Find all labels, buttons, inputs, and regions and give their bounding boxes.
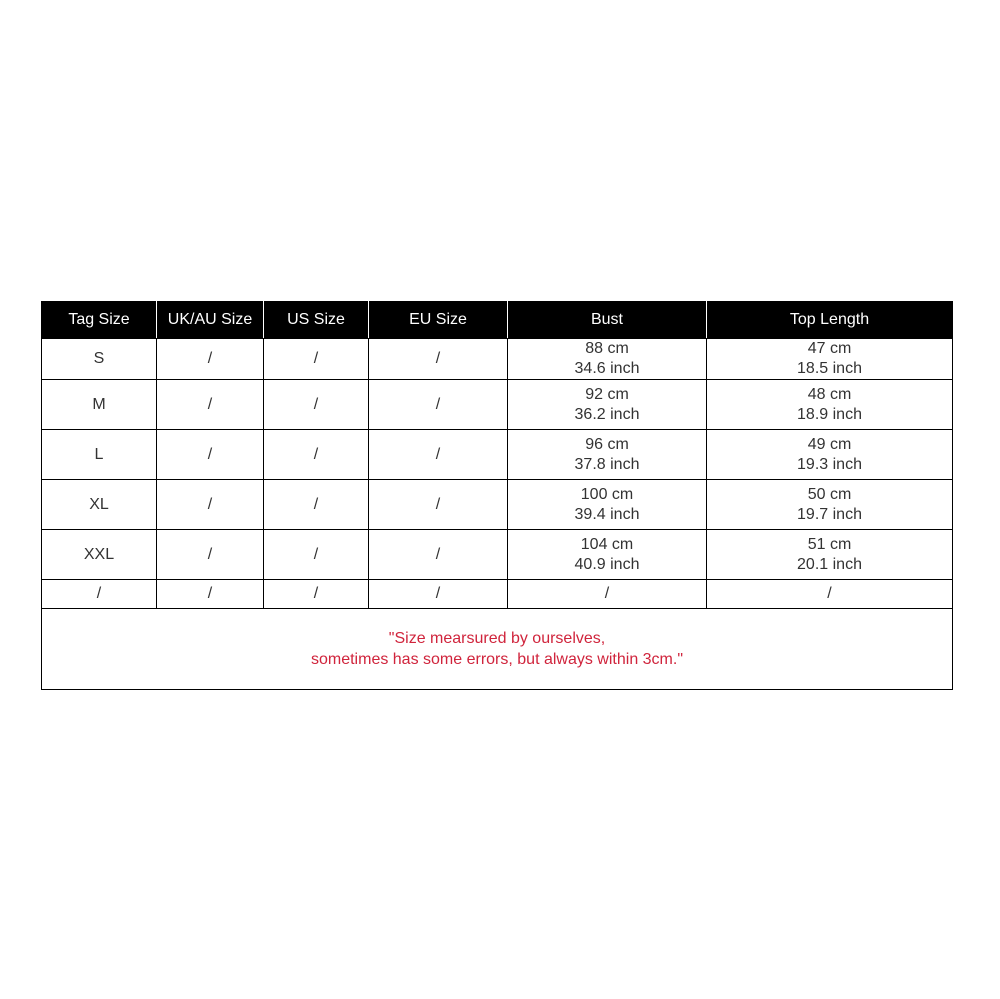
cell-bust [508,339,707,380]
bust-cm: 88 cm [585,340,629,357]
cell-bust [508,430,707,480]
table-row-blank [42,580,953,609]
bust-inch: 36.2 inch [574,405,640,423]
table-row [42,380,953,430]
table-row [42,480,953,530]
note-row [42,609,953,690]
cell-us-size: / [264,530,369,580]
cell-bust [508,530,707,580]
cell-tag-size: / [42,580,157,609]
table-row [42,530,953,580]
cell-uk-au-size: / [157,339,264,380]
cell-eu-size: / [369,380,508,430]
bust-inch: 40.9 inch [574,555,640,573]
cell-eu-size: / [369,480,508,530]
cell-tag-size: XL [42,480,157,530]
cell-eu-size: / [369,430,508,480]
cell-top-length [707,530,953,580]
cell-uk-au-size: / [157,480,264,530]
bust-cm: 96 cm [585,435,629,453]
cell-eu-size: / [369,339,508,380]
bust-cm: 100 cm [580,485,634,503]
cell-uk-au-size: / [157,380,264,430]
length-cm: 50 cm [807,485,852,503]
header-us-size: US Size [264,302,369,339]
bust-inch: 37.8 inch [574,455,640,473]
bust-cm: 92 cm [585,385,629,403]
bust-inch: 34.6 inch [574,360,640,377]
cell-us-size: / [264,480,369,530]
cell-top-length [707,339,953,380]
cell-eu-size: / [369,530,508,580]
cell-top-length [707,380,953,430]
size-chart-table [41,301,953,690]
length-inch: 19.7 inch [797,505,862,523]
header-top-length: Top Length [707,302,953,339]
header-bust: Bust [508,302,707,339]
table-row [42,430,953,480]
cell-us-size: / [264,580,369,609]
bust-inch: 39.4 inch [574,505,640,523]
bust-cm: 104 cm [580,535,634,553]
cell-tag-size: L [42,430,157,480]
header-eu-size: EU Size [369,302,508,339]
cell-uk-au-size: / [157,430,264,480]
cell-us-size: / [264,380,369,430]
cell-top-length [707,480,953,530]
length-inch: 18.5 inch [797,360,862,377]
length-inch: 20.1 inch [797,555,862,573]
length-inch: 18.9 inch [797,405,862,423]
cell-us-size: / [264,339,369,380]
cell-uk-au-size: / [157,530,264,580]
cell-us-size: / [264,430,369,480]
cell-uk-au-size: / [157,580,264,609]
cell-eu-size: / [369,580,508,609]
note-line-1: "Size mearsured by ourselves, [388,630,606,647]
cell-tag-size: M [42,380,157,430]
length-inch: 19.3 inch [797,455,862,473]
cell-tag-size: XXL [42,530,157,580]
length-cm: 51 cm [807,535,852,553]
cell-top-length: / [707,580,953,609]
cell-bust [508,380,707,430]
header-uk-au-size: UK/AU Size [157,302,264,339]
length-cm: 47 cm [807,340,852,357]
length-cm: 48 cm [807,385,852,403]
cell-tag-size: S [42,339,157,380]
note-line-2: sometimes has some errors, but always within 3cm." [310,651,684,668]
note-cell [42,609,953,690]
length-cm: 49 cm [807,435,852,453]
header-tag-size: Tag Size [42,302,157,339]
header-row [42,302,953,339]
table-row [42,339,953,380]
cell-bust: / [508,580,707,609]
cell-bust [508,480,707,530]
cell-top-length [707,430,953,480]
